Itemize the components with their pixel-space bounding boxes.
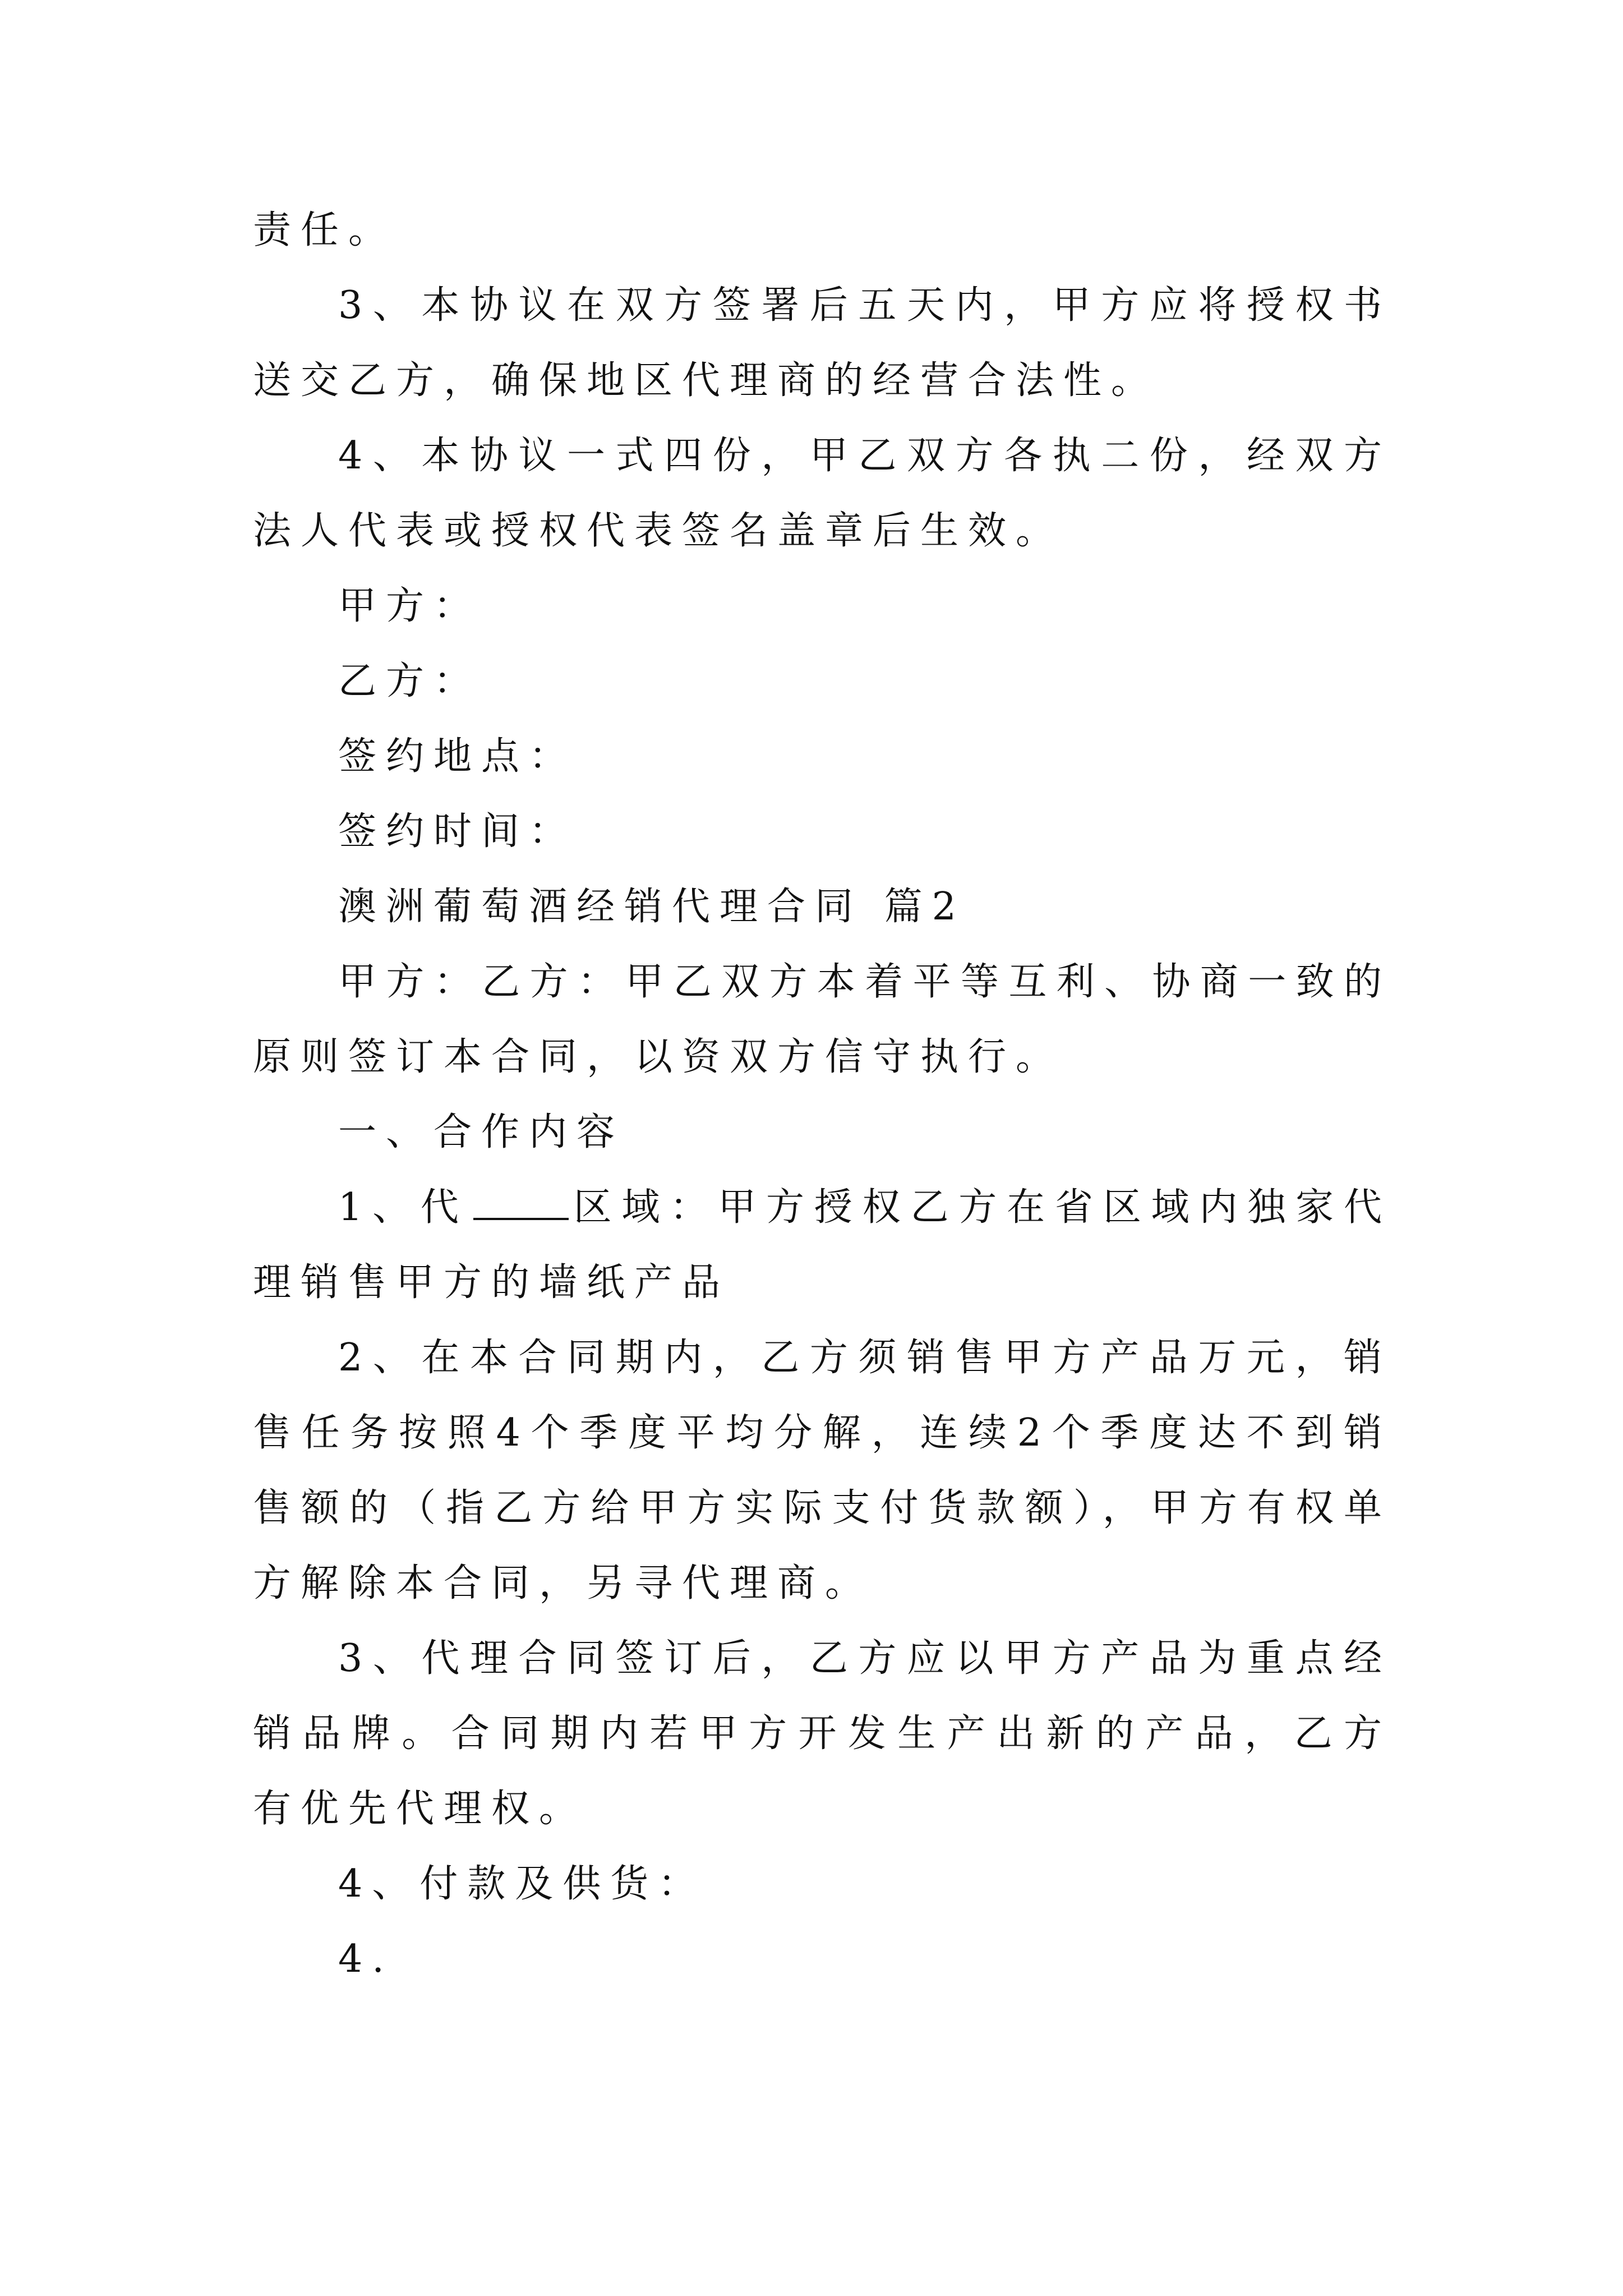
section-heading-cooperation: 一、合作内容 xyxy=(338,1110,625,1154)
clause-2-sales-target: 2、在本合同期内，乙方须销售甲方产品万元，销售任务按照4个季度平均分解，连续2个季度达不到销售额的（指乙方给甲方实际支付货款额），甲方有权单方解除本合同，另寻代理商。 xyxy=(253,1336,1391,1605)
document-body xyxy=(253,193,1391,1997)
clause-1-prefix: 1、代 xyxy=(338,1185,469,1230)
clause-3-authorization: 3、本协议在双方签署后五天内，甲方应将授权书送交乙方，确保地区代理商的经营合法性。 xyxy=(253,283,1391,403)
party-a-label: 甲方： xyxy=(338,584,482,628)
clause-4-copies: 4、本协议一式四份，甲乙双方各执二份，经双方法人代表或授权代表签名盖章后生效。 xyxy=(253,434,1391,553)
party-b-label: 乙方： xyxy=(338,659,482,703)
fill-in-blank xyxy=(473,1183,569,1220)
contract-preamble: 甲方：乙方：甲乙双方本着平等互利、协商一致的原则签订本合同，以资双方信守执行。 xyxy=(253,960,1391,1079)
clause-4-payment-supply: 4、付款及供货： xyxy=(338,1862,706,1906)
contract-title: 澳洲葡萄酒经销代理合同 篇2 xyxy=(338,885,966,929)
clause-4-sub: 4. xyxy=(338,1937,394,1981)
clause-1-suffix: 区域：甲方授权乙方在省区域内独家代理销售甲方的墙纸产品 xyxy=(253,1185,1391,1305)
signing-place-label: 签约地点： xyxy=(338,734,577,779)
paragraph-continuation: 责任。 xyxy=(253,208,396,252)
clause-1-region xyxy=(253,1170,1391,1320)
signing-time-label: 签约时间： xyxy=(338,809,577,854)
clause-3-key-brand: 3、代理合同签订后，乙方应以甲方产品为重点经销品牌。合同期内若甲方开发生产出新的产品，乙方有优先代理权。 xyxy=(253,1636,1391,1831)
